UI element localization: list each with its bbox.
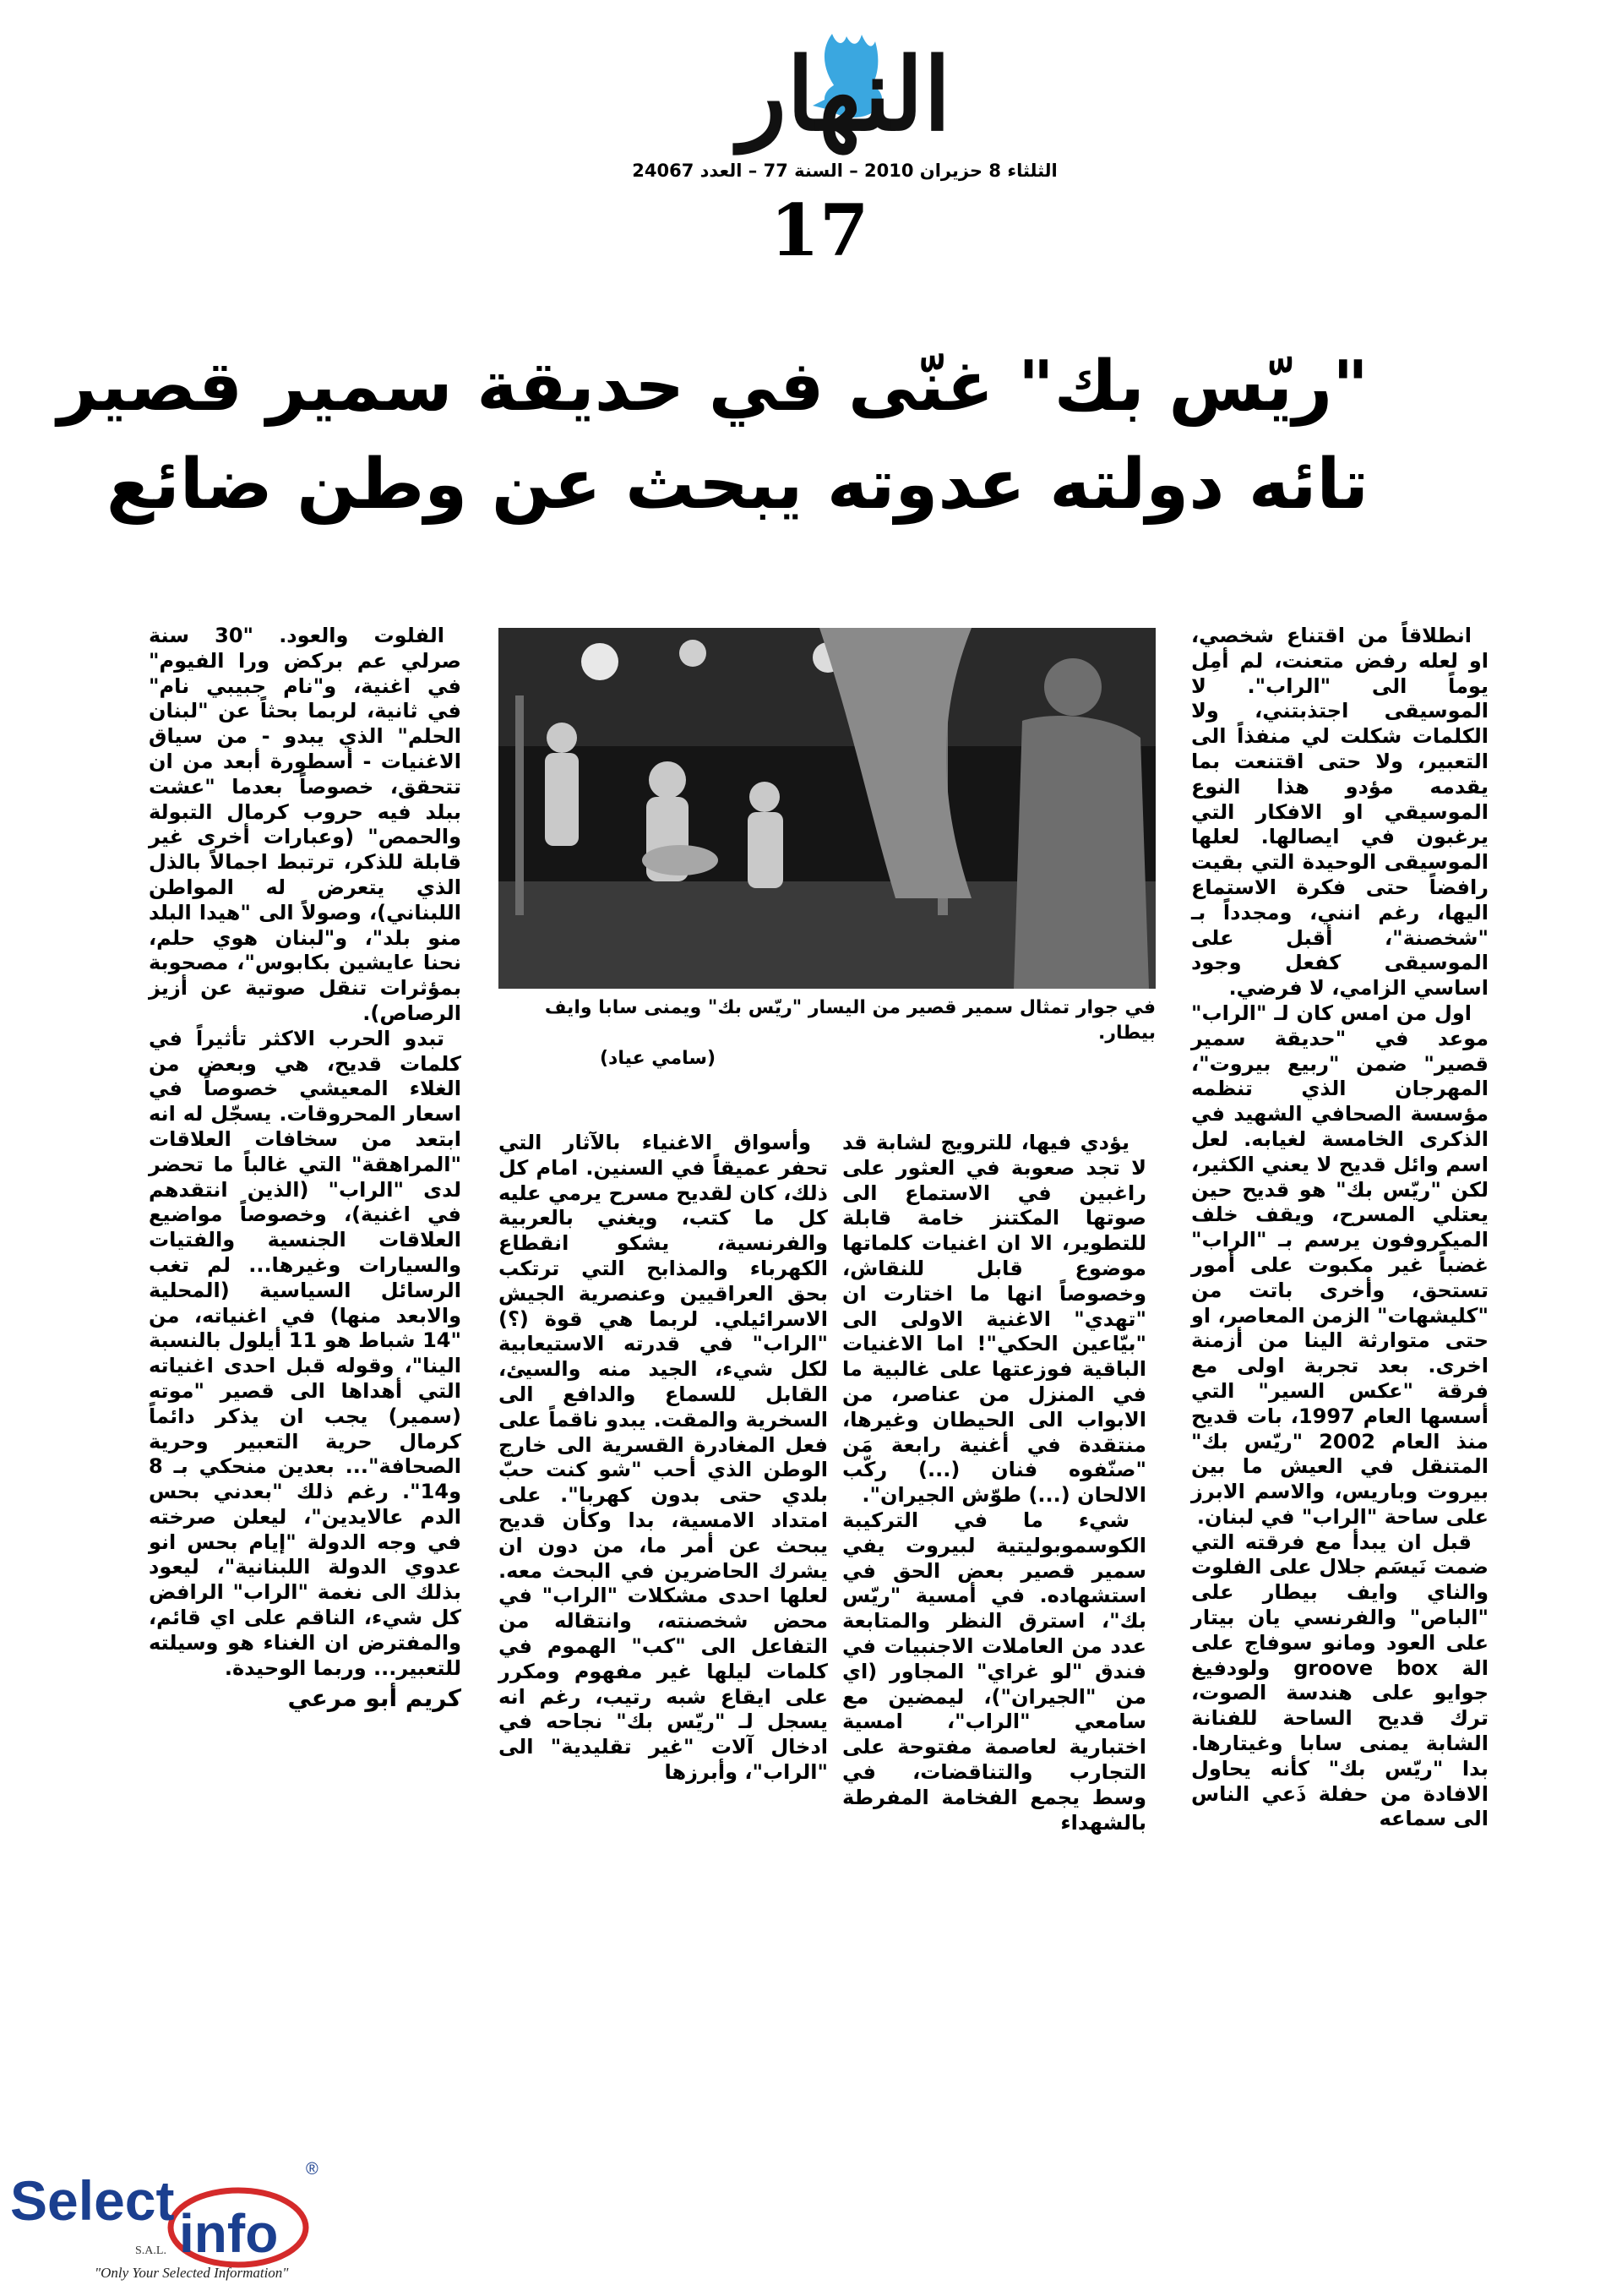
selectinfo-info-text: info xyxy=(179,2203,279,2264)
selectinfo-select-text: Select xyxy=(10,2169,175,2232)
article-column-2 xyxy=(842,1131,1146,1841)
headline-line-2: تائه دولته عدوته يبحث عن وطن ضائع xyxy=(106,444,1369,525)
photo-caption-text: في جوار تمثال سمير قصير من اليسار "ريّس بك" ويمنى سابا وايف بيطار. xyxy=(544,997,1156,1044)
concert-photo-image xyxy=(498,628,1156,989)
selectinfo-sal: S.A.L. xyxy=(135,2244,166,2257)
masthead-logo-text: النهار xyxy=(738,35,951,153)
paragraph: شيء ما في التركيبة الكوسموبوليتية لبيروت يفي سمير قصير بعض الحق في استشهاده. في أمسية "ريّس بك"، استرق النظر والمتابعة عدد من العاملات الاجنبيات في فندق "لو غراي" المجاور (اي من "الجيران")، ليمضين مع سامعي "الراب"، امسية اختبارية لعاصمة مفتوحة على التجارب والتناقضات، في وسط يجمع الفخامة المفرطة بالشهداء xyxy=(842,1508,1146,1835)
article-column-4 xyxy=(149,624,461,1824)
paragraph: تبدو الحرب الاكثر تأثيراً في كلمات قديح، هي وبعض من الغلاء المعيشي خصوصاً في اسعار المحروقات. يسجّل له انه ابتعد من سخافات العلاقات "المراهقة" التي غالباً ما تحضر لدى "الراب" (الذين انتقدهم في اغنية)، وخصوصاً مواضيع العلاقات الجنسية والفتيات والسيارات وغيرها... لم تغب الرسائل السياسية (المحلية والابعد منها) في اغنياته، من "14 شباط هو 11 أيلول بالنسبة الينا"، وقوله قبل احدى اغنياته التي أهداها الى قصير "موته (سمير) يجب ان يذكر دائماً كرمال حرية التعبير وحرية الصحافة"... بعدين منحكي بـ 8 و14". رغم ذلك "بعدني بحس الدم عالايدين"، ليعلن صرخته في وجه الدولة "إيام بحس انو عدوي الدولة اللبنانية"، ليعود بذلك الى نغمة "الراب" الرافض كل شيء، الناقم على اي قائم، والمفترض ان الغناء هو وسيلته للتعبير... وربما الوحيدة. xyxy=(149,1026,461,1680)
paragraph: وأسواق الاغنياء بالآثار التي تحفر عميقاً في السنين. امام كل ذلك، كان لقديح مسرح يرمي عليه كل ما كتب، ويغني بالعربية والفرنسية، يشكو انقطاع الكهرباء والمذابح التي ترتكب بحق العراقيين وعنصرية الجيش الاسرائيلي. لربما هي قوة (؟) "الراب" في قدرته الاستيعابية لكل شيء، الجيد منه والسيئ، القابل للسماع والدافع الى السخرية والمقت. يبدو ناقماً على فعل المغادرة القسرية الى خارج الوطن الذي أحب "شو كنت حبّ بلدي حتى بدون كهربا". على امتداد الامسية، بدا وكأن قديح يبحث عن أمر ما، من دون ان يشرك الحاضرين في البحث معه. لعلها احدى مشكلات "الراب" في محض شخصنته، وانتقاله من التفاعل الى "كب" الهموم في كلمات ليلها غير مفهوم ومكرر على ايقاع شبه رتيب، رغم انه يسجل لـ "ريّس بك" نجاحه في ادخال آلات "غير تقليدية" الى "الراب"، وأبرزها xyxy=(498,1131,828,1784)
registered-mark: ® xyxy=(306,2160,318,2179)
article-column-1 xyxy=(1191,624,1489,1831)
masthead xyxy=(625,21,1064,153)
headline xyxy=(57,338,1369,534)
selectinfo-logo xyxy=(10,2160,318,2287)
paragraph: اول من امس كان لـ "الراب" موعد في "حديقة سمير قصير" ضمن "ربيع بيروت"، المهرجان الذي تنظمه مؤسسة الصحافي الشهيد في الذكرى الخامسة لغيابه. لعل اسم وائل قديح لا يعني الكثير، لكن "ريّس بك" هو قديح حين يعتلي المسرح، ويقف خلف الميكروفون يرسم بـ "الراب" غضباً غير مكبوت على أمور تستحق، وأخرى باتت من "كليشهات" الزمن المعاصر، او حتى متوارثة الينا من أزمنة اخرى. بعد تجربة اولى مع فرقة "عكس السير" التي أسسها العام 1997، بات قديح منذ العام 2002 "ريّس بك" المتنقل في العيش ما بين بيروت وباريس، والاسم الابرز على ساحة "الراب" في لبنان. xyxy=(1191,1001,1489,1529)
photo-credit: (سامي عياد) xyxy=(600,1048,716,1069)
paragraph: يؤدي فيها، للترويج لشابة قد لا تجد صعوبة في العثور على راغبين في الاستماع الى صوتها المكتنز خامة قابلة للتطوير، الا ان اغنيات كلماتها موضوع قابل للنقاش، وخصوصاً انها ما اختارت ان "تهدي" الاغنية الاولى الى "بيّاعين الحكي"! اما الاغنيات الباقية فوزعتها على غالبية ما في المنزل من عناصر، من الابواب الى الحيطان وغيرها، منتقدة في أغنية رابعة مَن "صنّفوه فنان (...) ركّب الالحان (...) طوّش الجيران". xyxy=(842,1131,1146,1508)
article-column-3 xyxy=(498,1131,828,1841)
photo-caption xyxy=(498,995,1156,1072)
page-number: 17 xyxy=(770,188,869,272)
paragraph: الفلوت والعود. "30 سنة صرلي عم بركض ورا الفيوم" في اغنية، و"نام جبيبي نام" في ثانية، لربما بحثاً عن "لبنان الحلم" الذي يبدو - من سياق الاغنيات - أسطورة أبعد من ان تتحقق، خصوصاً بعدما "عشت ببلد فيه حروب كرمال التبولة والحمص" (وعبارات أخرى غير قابلة للذكر، ترتبط اجمالاً بالذل الذي يتعرض له المواطن اللبناني)، وصولاً الى "هيدا البلد منو بلد"، و"لبنان هوي حلم، نحنا عايشين بكابوس"، مصحوبة بمؤثرات تنقل صوتية عن أزيز الرصاص). xyxy=(149,624,461,1025)
selectinfo-tagline: "Only Your Selected Information" xyxy=(95,2265,289,2281)
headline-line-1: "ريّس بك" غنّى في حديقة سمير قصير xyxy=(57,346,1369,427)
dateline: الثلثاء 8 حزيران 2010 – السنة 77 – العدد 24067 xyxy=(632,161,1058,181)
paragraph: قبل ان يبدأ مع فرقته التي ضمت نَيسَم جلال على الفلوت والناي وايف بيطار على "الباص" والفرنسي يان بيتار على العود ومانو سوفاج على الة groove box ولودفيغ جوايو على هندسة الصوت، ترك قديح الساحة للفنانة الشابة يمنى سابا وغيتارها. بدا "ريّس بك" كأنه يحاول الافادة من حفلة ذَعي الناس الى سماعه xyxy=(1191,1530,1489,1831)
byline: كريم أبو مرعي xyxy=(287,1684,461,1713)
concert-photo xyxy=(498,628,1156,989)
paragraph: انطلاقاً من اقتناع شخصي، او لعله رفض متعنت، لم أمِل يوماً الى "الراب". لا الموسيقى اجتذبتني، ولا الكلمات شكلت لي منفذاً الى التعبير، ولا حتى اقتنعت بما يقدمه مؤدو هذا النوع الموسيقي او الافكار التي يرغبون في ايصالها. لعلها الموسيقى الوحيدة التي بقيت رافضاً حتى فكرة الاستماع اليها، رغم انني، ومجدداً بـ "شخصنة"، أقبل على الموسيقى كفعل وجود اساسي الزامي، لا فرضي. xyxy=(1191,624,1489,1001)
